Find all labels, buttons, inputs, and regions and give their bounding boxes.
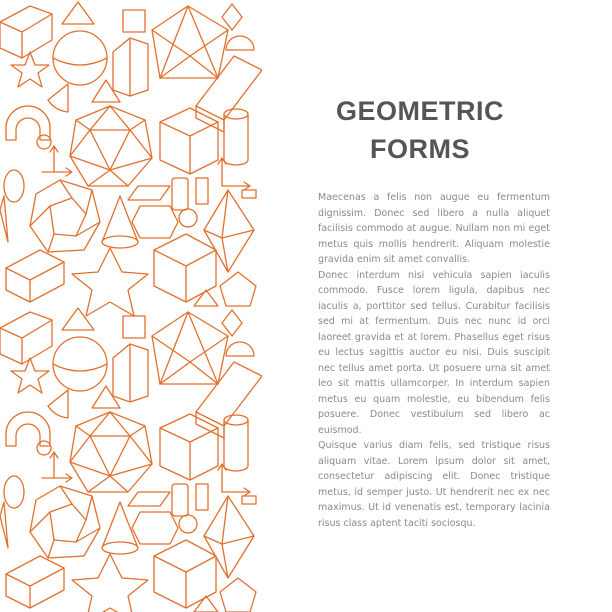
paragraph-2: Donec interdum nisi vehicula sapien iaculis commodo. Fusce lorem ligula, dapibus nec iaculis a, porttitor sed tellus. Curabitur facilisis sed mi at fermentum. Duis nec nunc id orci laoreet gravida et at lorem. Phasellus eget risus eu lectus sagittis auctor eu nisi. Duis suscipit nec tellus amet porta. Ut posuere urna sit amet leo sit mattis ullamcorper. In interdum sapien metus eu quam molestie, eu bibendum felis posuere. Donec vestibulum sed libero ac euismod. xyxy=(318,269,550,436)
paragraph-3: Quisque varius diam felis, sed tristique risus aliquam vitae. Lorem ipsum dolor sit amet, consectetur adipiscing elit. Donec tristique metus, id semper justo. Ut hendrerit nec ex nec maximus. Ut id venenatis est, temporary lacinia risus class aptent taciti sociosqu. xyxy=(318,440,550,529)
title-line-1: GEOMETRIC xyxy=(335,96,504,126)
title-line-2: FORMS xyxy=(370,134,470,164)
geometric-pattern-panel xyxy=(0,0,262,612)
pattern-tile xyxy=(0,2,262,316)
page-title xyxy=(300,92,540,168)
pattern-tile xyxy=(0,308,262,612)
body-text xyxy=(318,190,550,531)
paragraph-1: Maecenas a felis non augue eu fermentum dignissim. Donec sed libero a nulla aliquet facilisis commodo at augue. Nullam non mi eget metus quis mollis hendrerit. Aliquam molestie gravida enim sit amet convallis. xyxy=(318,192,550,265)
